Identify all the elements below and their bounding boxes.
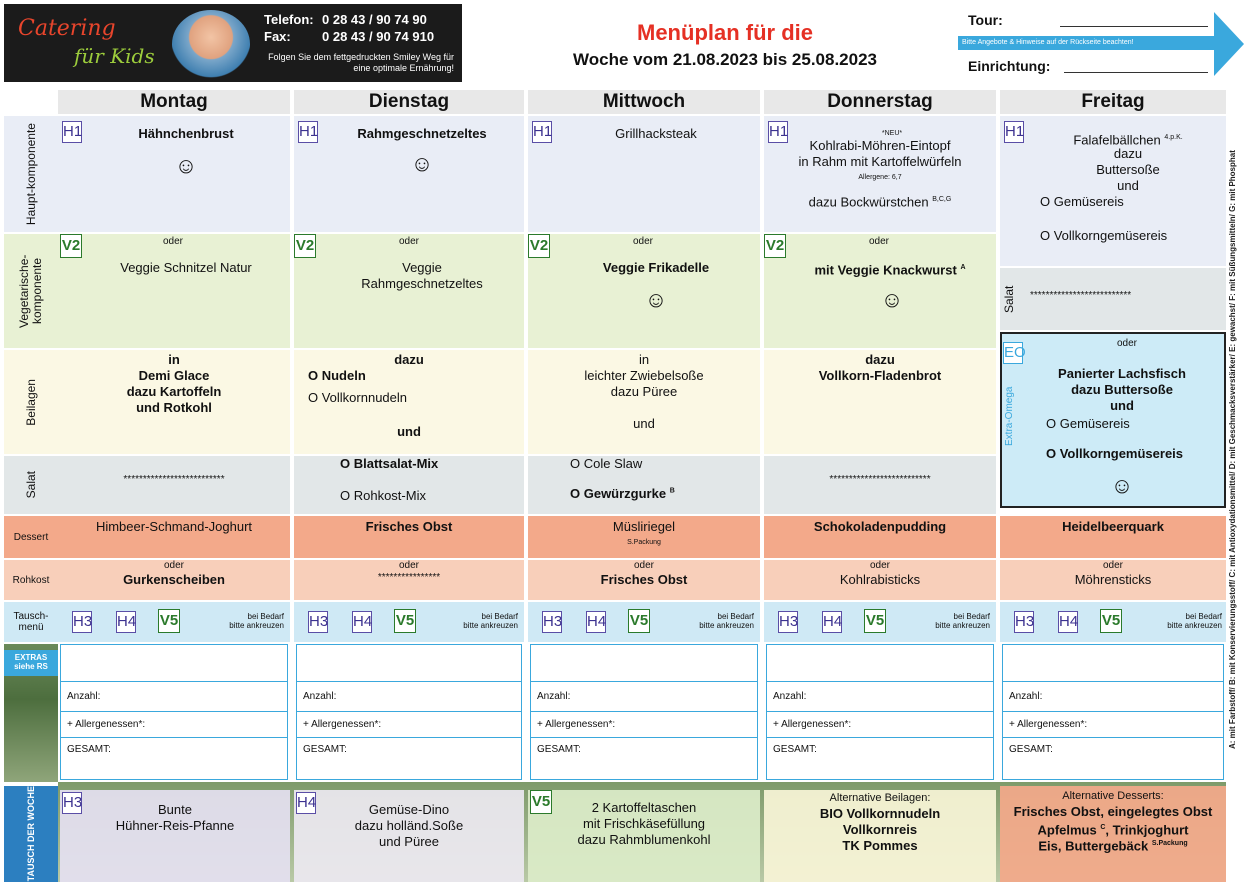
h3-badge: H3 <box>62 792 82 814</box>
gesamt-field[interactable]: GESAMT: <box>61 737 287 781</box>
smiley-icon: ☺ <box>174 153 198 178</box>
ankreuzen-text: bitte ankreuzen <box>699 621 754 630</box>
day-header-freitag: Freitag <box>1000 90 1226 114</box>
page-title: Menüplan für die <box>637 20 813 45</box>
freitag-eo-4: O Gemüsereis <box>1046 416 1130 431</box>
tour-label: Tour: <box>968 12 1003 28</box>
donnerstag-haupt-3 <box>764 192 996 210</box>
row-label-haupt-text: Haupt-komponente <box>23 122 38 226</box>
mittwoch-beilage-3: dazu Püree <box>610 384 678 399</box>
alt-beilagen-2: Vollkornreis <box>842 822 918 837</box>
week-range: Woche vom 21.08.2023 bis 25.08.2023 <box>573 50 877 69</box>
row-label-tausch <box>4 602 58 642</box>
extras-sidebar <box>4 644 58 782</box>
donnerstag-allergene: Allergene: 6,7 <box>858 174 902 181</box>
v2-badge: V2 <box>294 234 316 258</box>
bei-bedarf-note <box>1140 612 1222 630</box>
oder-text: oder <box>868 236 889 247</box>
freitag-haupt-1-text: Falafelbällchen <box>1073 132 1161 148</box>
allergen-sup: B <box>669 487 675 495</box>
h1-badge: H1 <box>298 121 318 143</box>
allergen-sup: B,C,G <box>932 196 952 203</box>
dienstag-veg-text-2: Rahmgeschnetzeltes <box>361 276 483 291</box>
donnerstag-veg-text <box>784 260 996 278</box>
bei-bedarf-note <box>904 612 990 630</box>
mittwoch-dessert-text: Müsliriegel <box>612 519 676 534</box>
tausch-h3-line1: Bunte <box>158 802 192 817</box>
mittwoch-salat-2-text: O Gewürzgurke <box>570 486 667 501</box>
mittwoch-rohkost <box>528 560 760 600</box>
freitag-haupt-4: und <box>1117 178 1139 193</box>
montag-haupt <box>58 116 290 232</box>
freitag-haupt-2: dazu <box>1113 146 1143 161</box>
extras-label: EXTRAS siehe RS <box>4 650 58 676</box>
montag-beilagen <box>58 350 290 454</box>
v5-checkbox[interactable]: V5 <box>628 609 650 633</box>
freitag-dessert-text: Heidelbeerquark <box>1062 519 1164 534</box>
tauschwoche-label: TAUSCH DER WOCHE <box>26 786 36 882</box>
freitag-haupt <box>1000 116 1226 266</box>
bei-bedarf-text: bei Bedarf <box>247 612 284 621</box>
h4-checkbox[interactable]: H4 <box>352 611 372 633</box>
oder-text: oder <box>1102 560 1123 571</box>
freitag-haupt-3: Buttersoße <box>1096 162 1160 177</box>
v5-checkbox[interactable]: V5 <box>158 609 180 633</box>
freitag-extras <box>1002 644 1224 780</box>
oder-text: oder <box>163 560 184 571</box>
mittwoch-beilage-1: in <box>638 352 650 367</box>
alternative-beilagen <box>764 790 996 882</box>
gesamt-field[interactable]: GESAMT: <box>531 737 757 781</box>
dienstag-veg <box>294 234 524 348</box>
freitag-haupt-5: O Gemüsereis <box>1040 194 1124 209</box>
v2-badge: V2 <box>528 234 550 258</box>
alt-desserts-2a: Apfelmus <box>1037 822 1097 838</box>
h1-badge: H1 <box>62 121 82 143</box>
mittwoch-salat-1: O Cole Slaw <box>570 456 643 471</box>
alt-beilagen-title: Alternative Beilagen: <box>829 792 931 804</box>
tausch-h4 <box>294 790 524 882</box>
bei-bedarf-text: bei Bedarf <box>1185 612 1222 621</box>
dienstag-beilagen <box>294 350 524 454</box>
montag-beilage-4: und Rotkohl <box>136 400 212 415</box>
dienstag-beilage-2: O Nudeln <box>308 368 366 383</box>
montag-extras <box>60 644 288 780</box>
anzahl-field[interactable]: Anzahl: <box>767 681 993 711</box>
row-label-veg-text: Vegetarische-komponente <box>17 254 44 328</box>
tausch-v5-line2: mit Frischkäsefüllung <box>582 816 706 831</box>
donnerstag-salat <box>764 456 996 514</box>
anzahl-field[interactable]: Anzahl: <box>531 681 757 711</box>
mittwoch-salat <box>528 456 760 514</box>
montag-haupt-text: Hähnchenbrust <box>138 126 234 141</box>
allergen-field[interactable]: + Allergenessen*: <box>297 711 521 737</box>
dienstag-beilage-1: dazu <box>394 352 424 367</box>
donnerstag-beilage-1: dazu <box>865 352 895 367</box>
anzahl-field[interactable]: Anzahl: <box>297 681 521 711</box>
smiley-icon: ☺ <box>880 287 904 312</box>
montag-salat <box>58 456 290 514</box>
h4-checkbox[interactable]: H4 <box>586 611 606 633</box>
phone-number: 0 28 43 / 90 74 90 <box>322 12 427 27</box>
allergen-field[interactable]: + Allergenessen*: <box>767 711 993 737</box>
bei-bedarf-note <box>668 612 754 630</box>
v2-badge: V2 <box>764 234 786 258</box>
anzahl-field[interactable]: Anzahl: <box>1003 681 1223 711</box>
ankreuzen-text: bitte ankreuzen <box>463 621 518 630</box>
h3-checkbox[interactable]: H3 <box>72 611 92 633</box>
montag-dessert-text: Himbeer-Schmand-Joghurt <box>95 519 253 534</box>
mittwoch-extras <box>530 644 758 780</box>
freitag-haupt-6: O Vollkorngemüsereis <box>1040 228 1168 243</box>
row-label-rohkost <box>4 560 58 600</box>
h4-checkbox[interactable]: H4 <box>1058 611 1078 633</box>
freitag-eo-2: dazu Buttersoße <box>1071 382 1173 397</box>
tausch-h4-line3: und Püree <box>379 834 439 849</box>
tausch-h4-line1: Gemüse-Dino <box>368 802 450 817</box>
allergen-sup: A <box>960 264 966 271</box>
alt-desserts-title: Alternative Desserts: <box>1062 790 1164 802</box>
tausch-v5 <box>528 790 760 882</box>
packung-sup: S.Packung <box>1151 840 1188 847</box>
dienstag-beilage-3: O Vollkornnudeln <box>308 390 408 405</box>
donnerstag-haupt <box>764 116 996 232</box>
oder-text: oder <box>1116 338 1137 349</box>
v5-checkbox[interactable]: V5 <box>394 609 416 633</box>
freitag-salat-text: ************************** <box>1030 290 1132 301</box>
donnerstag-veg-label: mit Veggie Knackwurst <box>814 262 957 278</box>
mittwoch-veg <box>528 234 760 348</box>
row-label-dessert-text: Dessert <box>13 531 49 543</box>
allergen-legend: A: mit Farbstoff/ B: mit Konservierungsstoff/ C: mit Antioxydationsmittel/ D: mit Geschmacksverstärker/ E: gewachst/ F: mit Süßungsmitteln/ G: mit Phosphat <box>1228 150 1237 750</box>
alternative-desserts <box>1000 786 1226 882</box>
donnerstag-new-badge: *NEU* <box>881 130 903 137</box>
oder-text: oder <box>869 560 890 571</box>
dienstag-beilage-4: und <box>397 424 421 439</box>
ankreuzen-text: bitte ankreuzen <box>1167 621 1222 630</box>
catering-logo <box>4 4 256 82</box>
donnerstag-extras <box>766 644 994 780</box>
freitag-eo-1: Panierter Lachsfisch <box>1058 366 1186 381</box>
mittwoch-haupt-text: Grillhacksteak <box>615 126 697 141</box>
mittwoch-dessert-note: S.Packung <box>627 539 661 546</box>
gesamt-field[interactable]: GESAMT: <box>767 737 993 781</box>
alt-beilagen-1: BIO Vollkornnudeln <box>819 806 941 821</box>
tausch-h3 <box>60 790 290 882</box>
oder-text: oder <box>633 560 654 571</box>
anzahl-field[interactable]: Anzahl: <box>61 681 287 711</box>
gesamt-field[interactable]: GESAMT: <box>297 737 521 781</box>
smiley-icon: ☺ <box>410 151 434 176</box>
mittwoch-veg-text: Veggie Frikadelle <box>602 260 710 275</box>
donnerstag-haupt-1: Kohlrabi-Möhren-Eintopf <box>809 138 951 153</box>
bei-bedarf-text: bei Bedarf <box>481 612 518 621</box>
v2-badge: V2 <box>60 234 82 258</box>
row-label-beilagen <box>4 350 58 454</box>
oder-text: oder <box>162 236 183 247</box>
fax-number: 0 28 43 / 90 74 910 <box>322 29 435 44</box>
donnerstag-rohkost <box>764 560 996 600</box>
freitag-salat-label: Salat <box>1002 285 1016 313</box>
donnerstag-salat-text: ************************** <box>829 474 931 485</box>
montag-tausch <box>58 602 290 642</box>
tausch-h3-line2: Hühner-Reis-Pfanne <box>115 818 235 833</box>
montag-beilage-2: Demi Glace <box>138 368 210 383</box>
row-label-veg <box>4 234 58 348</box>
h3-checkbox[interactable]: H3 <box>778 611 798 633</box>
row-label-dessert <box>4 516 58 558</box>
tour-field[interactable] <box>1060 26 1208 27</box>
dienstag-haupt <box>294 116 524 232</box>
h3-checkbox[interactable]: H3 <box>308 611 328 633</box>
tausch-h4-line2: dazu holländ.Soße <box>354 818 464 833</box>
donnerstag-haupt-2: in Rahm mit Kartoffelwürfeln <box>798 154 962 169</box>
dienstag-dessert <box>294 516 524 558</box>
oder-text: oder <box>398 236 419 247</box>
mittwoch-salat-2 <box>570 486 675 501</box>
donnerstag-dessert-text: Schokoladenpudding <box>813 519 947 534</box>
mittwoch-rohkost-text: Frisches Obst <box>600 572 688 587</box>
allergen-sup: 4.p.K. <box>1164 134 1183 141</box>
montag-veg <box>58 234 290 348</box>
freitag-rohkost <box>1000 560 1226 600</box>
row-label-rohkost-text: Rohkost <box>12 574 50 586</box>
row-label-haupt <box>4 116 58 232</box>
donnerstag-haupt-3-text: dazu Bockwürstchen <box>808 194 929 210</box>
logo-text-catering: Catering <box>18 16 116 41</box>
donnerstag-tausch <box>764 602 996 642</box>
dienstag-rohkost <box>294 560 524 600</box>
logo-child-image <box>172 10 250 78</box>
dienstag-haupt-text: Rahmgeschnetzeltes <box>357 126 487 141</box>
day-header-mittwoch: Mittwoch <box>528 90 760 114</box>
dienstag-veg-text-1: Veggie <box>402 260 442 275</box>
logo-text-fuer-kids: für Kids <box>74 44 155 68</box>
allergen-field[interactable]: + Allergenessen*: <box>531 711 757 737</box>
montag-dessert <box>58 516 290 558</box>
contact-box <box>256 4 462 82</box>
freitag-extra-omega <box>1000 332 1226 508</box>
freitag-dessert <box>1000 516 1226 558</box>
mittwoch-beilage-2: leichter Zwiebelsoße <box>584 368 704 383</box>
dienstag-salat-2: O Rohkost-Mix <box>340 488 426 503</box>
dienstag-tausch <box>294 602 524 642</box>
freitag-eo-3: und <box>1110 398 1134 413</box>
h4-checkbox[interactable]: H4 <box>822 611 842 633</box>
einrichtung-label: Einrichtung: <box>968 58 1051 74</box>
h1-badge: H1 <box>768 121 788 143</box>
mittwoch-beilagen <box>528 350 760 454</box>
h4-badge: H4 <box>296 792 316 814</box>
day-header-dienstag: Dienstag <box>294 90 524 114</box>
allergen-sup: C <box>1100 824 1106 831</box>
bei-bedarf-text: bei Bedarf <box>717 612 754 621</box>
extra-omega-label: Extra-Omega <box>1004 386 1015 446</box>
montag-salat-text: ************************** <box>123 474 225 485</box>
montag-beilage-1: in <box>168 352 180 367</box>
h1-badge: H1 <box>1004 121 1024 143</box>
bei-bedarf-note <box>198 612 284 630</box>
alt-beilagen-3: TK Pommes <box>842 838 918 853</box>
alt-desserts-2b: , Trinkjoghurt <box>1105 822 1189 838</box>
h1-badge: H1 <box>532 121 552 143</box>
montag-rohkost <box>58 560 290 600</box>
donnerstag-dessert <box>764 516 996 558</box>
eo-badge: EO <box>1003 342 1023 364</box>
oder-text: oder <box>632 236 653 247</box>
v5-badge: V5 <box>530 790 552 814</box>
donnerstag-rohkost-text: Kohlrabisticks <box>839 572 921 587</box>
row-label-tauschwoche <box>4 786 58 882</box>
smiley-icon: ☺ <box>1110 473 1134 498</box>
arrow-right-icon <box>1214 12 1244 76</box>
montag-rohkost-text: Gurkenscheiben <box>123 572 225 587</box>
oder-text: oder <box>398 560 419 571</box>
mittwoch-dessert <box>528 516 760 558</box>
row-label-tausch-text: Tausch-menü <box>13 611 49 633</box>
h3-checkbox[interactable]: H3 <box>542 611 562 633</box>
tausch-v5-line3: dazu Rahmblumenkohl <box>577 832 711 847</box>
dienstag-rohkost-text: **************** <box>377 572 441 583</box>
freitag-tausch <box>1000 602 1226 642</box>
row-label-beilagen-text: Beilagen <box>23 378 38 426</box>
ankreuzen-text: bitte ankreuzen <box>935 621 990 630</box>
v5-checkbox[interactable]: V5 <box>864 609 886 633</box>
row-label-salat <box>4 456 58 514</box>
dienstag-dessert-text: Frisches Obst <box>365 519 453 534</box>
smiley-icon: ☺ <box>644 287 668 312</box>
dienstag-extras <box>296 644 522 780</box>
bei-bedarf-note <box>434 612 518 630</box>
donnerstag-beilage-2: Vollkorn-Fladenbrot <box>818 368 942 383</box>
bei-bedarf-text: bei Bedarf <box>953 612 990 621</box>
donnerstag-beilagen <box>764 350 996 454</box>
mittwoch-haupt <box>528 116 760 232</box>
ankreuzen-text: bitte ankreuzen <box>229 621 284 630</box>
mittwoch-tausch <box>528 602 760 642</box>
day-header-montag: Montag <box>58 90 290 114</box>
fax-label: Fax: <box>264 29 291 44</box>
alt-desserts-3a: Eis, Buttergebäck <box>1038 838 1149 854</box>
tausch-v5-line1: 2 Kartoffeltaschen <box>591 800 697 815</box>
dienstag-salat <box>294 456 524 514</box>
mittwoch-beilage-4: und <box>633 416 655 431</box>
day-header-donnerstag: Donnerstag <box>764 90 996 114</box>
montag-veg-text: Veggie Schnitzel Natur <box>120 260 252 275</box>
einrichtung-field[interactable] <box>1064 72 1208 73</box>
h3-checkbox[interactable]: H3 <box>1014 611 1034 633</box>
smiley-hint: Folgen Sie dem fettgedruckten Smiley Weg für eine optimale Ernährung! <box>268 52 454 73</box>
dienstag-salat-1: O Blattsalat-Mix <box>340 456 439 471</box>
allergen-field[interactable]: + Allergenessen*: <box>1003 711 1223 737</box>
freitag-eo-5: O Vollkorngemüsereis <box>1046 446 1184 461</box>
alt-desserts-1: Frisches Obst, eingelegtes Obst <box>1013 804 1213 819</box>
back-page-banner: Bitte Angebote & Hinweise auf der Rückseite beachten! <box>958 36 1216 50</box>
allergen-field[interactable]: + Allergenessen*: <box>61 711 287 737</box>
gesamt-field[interactable]: GESAMT: <box>1003 737 1223 781</box>
alt-desserts-3 <box>1000 836 1226 854</box>
h4-checkbox[interactable]: H4 <box>116 611 136 633</box>
v5-checkbox[interactable]: V5 <box>1100 609 1122 633</box>
row-label-salat-text: Salat <box>23 471 38 499</box>
freitag-salat <box>1000 268 1226 330</box>
freitag-rohkost-text: Möhrensticks <box>1074 572 1152 587</box>
phone-label: Telefon: <box>264 12 314 27</box>
donnerstag-veg <box>764 234 996 348</box>
montag-beilage-3: dazu Kartoffeln <box>126 384 222 399</box>
